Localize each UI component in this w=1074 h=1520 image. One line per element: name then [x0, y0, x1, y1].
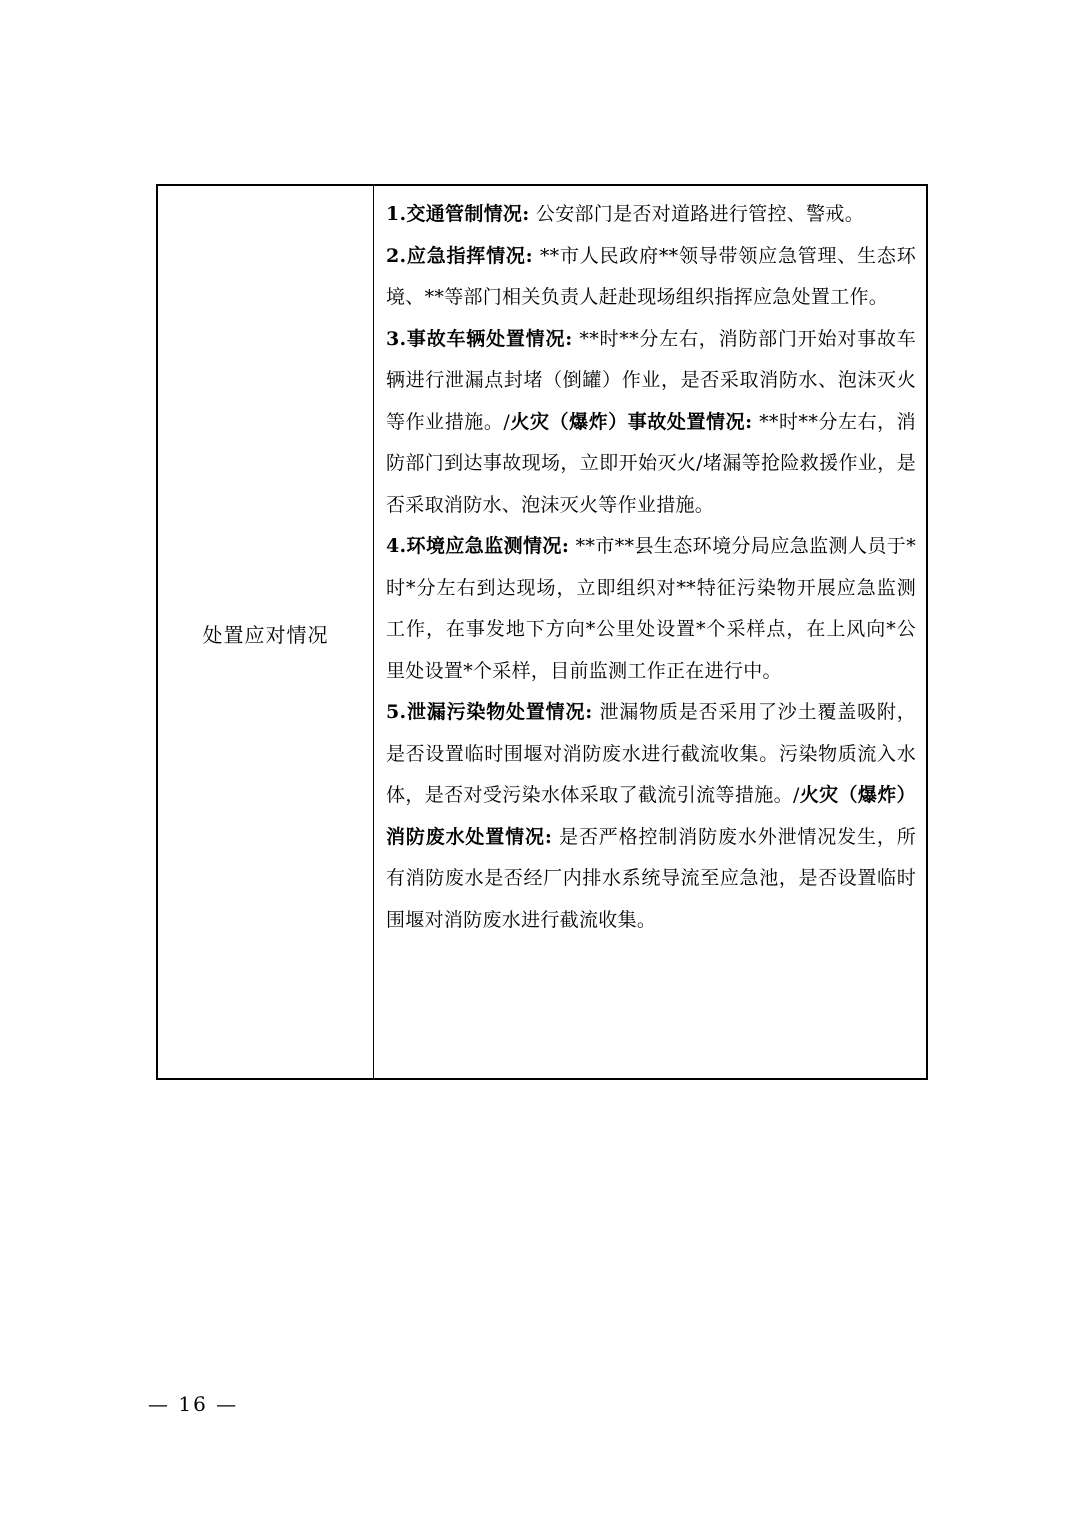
item-traffic-control — [386, 194, 916, 236]
content-cell — [374, 186, 926, 1078]
item-body: **市**县生态环境分局应急监测人员于*时*分左右到达现场，立即组织对**特征污染物开展应急监测工作，在事发地下方向*公里处设置*个采样点，在上风向*公里处设置*个采样，目前监测工作正在进行中。 — [386, 535, 916, 682]
response-table — [156, 184, 928, 1080]
item-body: 是否严格控制消防废水外泄情况发生，所有消防废水是否经厂内排水系统导流至应急池，是否设置临时围堰对消防废水进行截流收集。 — [386, 825, 916, 931]
item-body: **时**分左右，消防部门到达事故现场，立即开始灭火/堵漏等抢险救援作业，是否采取消防水、泡沫灭火等作业措施。 — [386, 410, 916, 516]
item-heading: 5.泄漏污染物处置情况: — [386, 701, 593, 723]
row-label: 处置应对情况 — [202, 622, 329, 647]
item-body: **时**分左右，消防部门开始对事故车辆进行泄漏点封堵（倒罐）作业，是否采取消防水、泡沫灭火等作业措施。/ — [386, 327, 917, 433]
item-emergency-command — [386, 236, 916, 319]
row-label-cell — [158, 186, 374, 1078]
item-heading: 2.应急指挥情况: — [386, 244, 533, 267]
item-heading: 1.交通管制情况: — [386, 203, 530, 225]
item-subheading: 火灾（爆炸）事故处置情况: — [510, 410, 753, 433]
item-heading: 3.事故车辆处置情况: — [386, 327, 573, 350]
item-body: 泄漏物质是否采用了沙土覆盖吸附，是否设置临时围堰对消防废水进行截流收集。污染物质流入水体，是否对受污染水体采取了截流引流等措施。/ — [386, 701, 916, 806]
item-pollutant-disposal — [386, 692, 916, 941]
item-environmental-monitoring — [386, 526, 916, 692]
item-body: **市人民政府**领导带领应急管理、生态环境、**等部门相关负责人赶赴现场组织指挥应急处置工作。 — [386, 244, 916, 308]
item-subheading: 火灾（爆炸）消防废水处置情况: — [386, 784, 916, 848]
item-heading: 4.环境应急监测情况: — [386, 535, 570, 557]
item-body: 公安部门是否对道路进行管控、警戒。 — [529, 203, 865, 225]
item-vehicle-disposal — [386, 319, 916, 527]
page-number: — 16 — — [148, 1392, 239, 1416]
